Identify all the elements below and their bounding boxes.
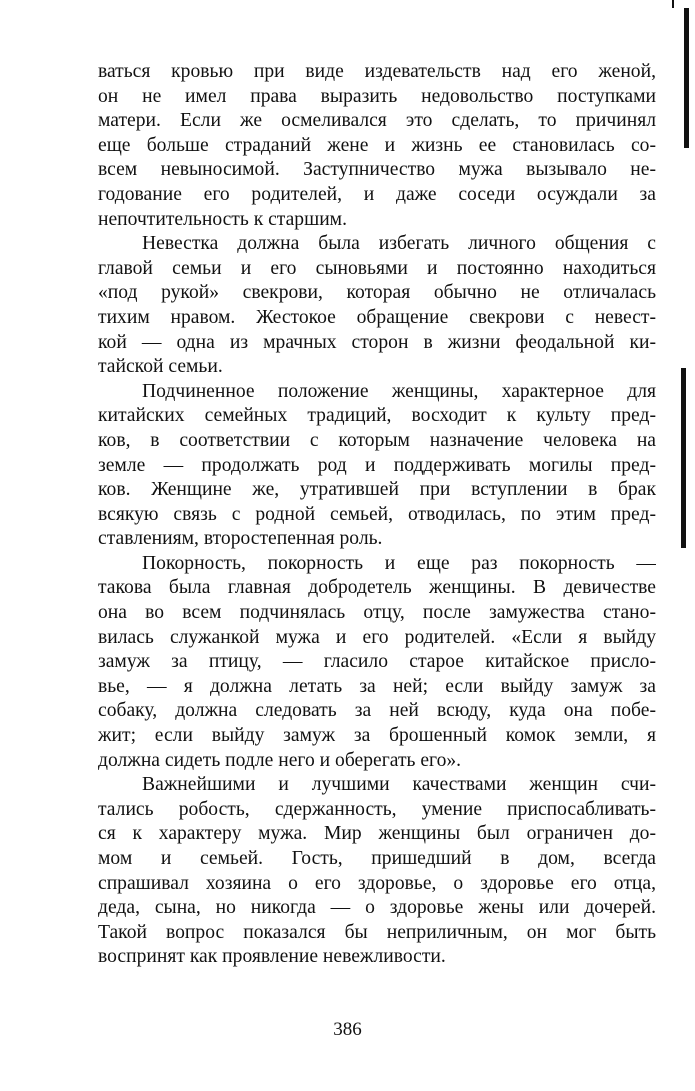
text-line: тались робость, сдержанность, умение приспосабливать- bbox=[98, 798, 656, 820]
text-line: еще больше страданий жене и жизнь ее становилась со- bbox=[98, 134, 656, 156]
text-line: она во всем подчинялась отцу, после замужества стано- bbox=[98, 602, 656, 624]
paragraph bbox=[98, 380, 656, 552]
text-line: годование его родителей, и даже соседи осуждали за bbox=[98, 183, 656, 205]
text-line: непочтительность к старшим. bbox=[98, 208, 347, 230]
text-line: вье, — я должна летать за ней; если выйду замуж за bbox=[98, 675, 656, 697]
page-edge-shadow bbox=[684, 8, 689, 148]
text-line: собаку, должна следовать за ней всюду, куда она побе- bbox=[98, 700, 656, 722]
text-line: жит; если выйду замуж за брошенный комок земли, я bbox=[98, 725, 656, 747]
text-line: Невестка должна была избегать личного общения с bbox=[142, 233, 656, 255]
text-line: главой семьи и его сыновьями и постоянно находиться bbox=[98, 257, 656, 279]
text-line: замуж за птицу, — гласило старое китайское присло- bbox=[98, 651, 656, 673]
text-line: вилась служанкой мужа и его родителей. «Если я выйду bbox=[98, 626, 656, 648]
text-line: ков. Женщине же, утратившей при вступлении в брак bbox=[98, 479, 656, 501]
page-number: 386 bbox=[333, 1019, 362, 1040]
text-line: Покорность, покорность и еще раз покорность — bbox=[142, 552, 656, 574]
text-line: ставлениям, второстепенная роль. bbox=[98, 528, 383, 550]
text-line: матери. Если же осмеливался это сделать, то причинял bbox=[98, 110, 656, 132]
text-line: всем невыносимой. Заступничество мужа вызывало не- bbox=[98, 159, 656, 181]
text-line: должна сидеть подле него и оберегать его». bbox=[98, 749, 462, 771]
text-line: он не имел права выразить недовольство поступками bbox=[98, 85, 656, 107]
paragraph bbox=[98, 552, 656, 773]
text-line: тайской семьи. bbox=[98, 356, 223, 378]
text-line: Важнейшими и лучшими качествами женщин счи- bbox=[142, 774, 656, 796]
text-line: ков, в соответствии с которым назначение человека на bbox=[98, 429, 656, 451]
text-line: тихим нравом. Жестокое обращение свекрови с невест- bbox=[98, 306, 656, 328]
text-line: ся к характеру мужа. Мир женщины был ограничен до- bbox=[98, 823, 656, 845]
paragraph bbox=[98, 773, 656, 970]
text-line: Подчиненное положение женщины, характерное для bbox=[142, 380, 656, 402]
text-line: спрашивал хозяина о его здоровье, о здоровье его отца, bbox=[98, 872, 656, 894]
page-edge-shadow bbox=[681, 368, 686, 548]
text-line: ваться кровью при виде издевательств над его женой, bbox=[98, 61, 656, 82]
text-line: китайских семейных традиций, восходит к культу пред- bbox=[98, 405, 656, 427]
text-line: такова была главная добродетель женщины. В девичестве bbox=[98, 577, 656, 599]
text-line: всякую связь с родной семьей, отводилась, по этим пред- bbox=[98, 503, 656, 525]
page-edge-shadow bbox=[672, 0, 674, 8]
paragraph bbox=[98, 232, 656, 380]
text-line: воспринят как проявление невежливости. bbox=[98, 946, 446, 968]
text-line: кой — одна из мрачных сторон в жизни феодальной ки- bbox=[98, 331, 656, 353]
text-line: «под рукой» свекрови, которая обычно не отличалась bbox=[98, 282, 656, 304]
body-text bbox=[98, 60, 656, 970]
text-line: мом и семьей. Гость, пришедший в дом, всегда bbox=[98, 848, 656, 869]
text-line: земле — продолжать род и поддерживать могилы пред- bbox=[98, 454, 656, 476]
paragraph bbox=[98, 60, 656, 232]
text-line: деда, сына, но никогда — о здоровье жены или дочерей. bbox=[98, 897, 656, 919]
text-line: Такой вопрос показался бы неприличным, он мог быть bbox=[98, 921, 656, 943]
